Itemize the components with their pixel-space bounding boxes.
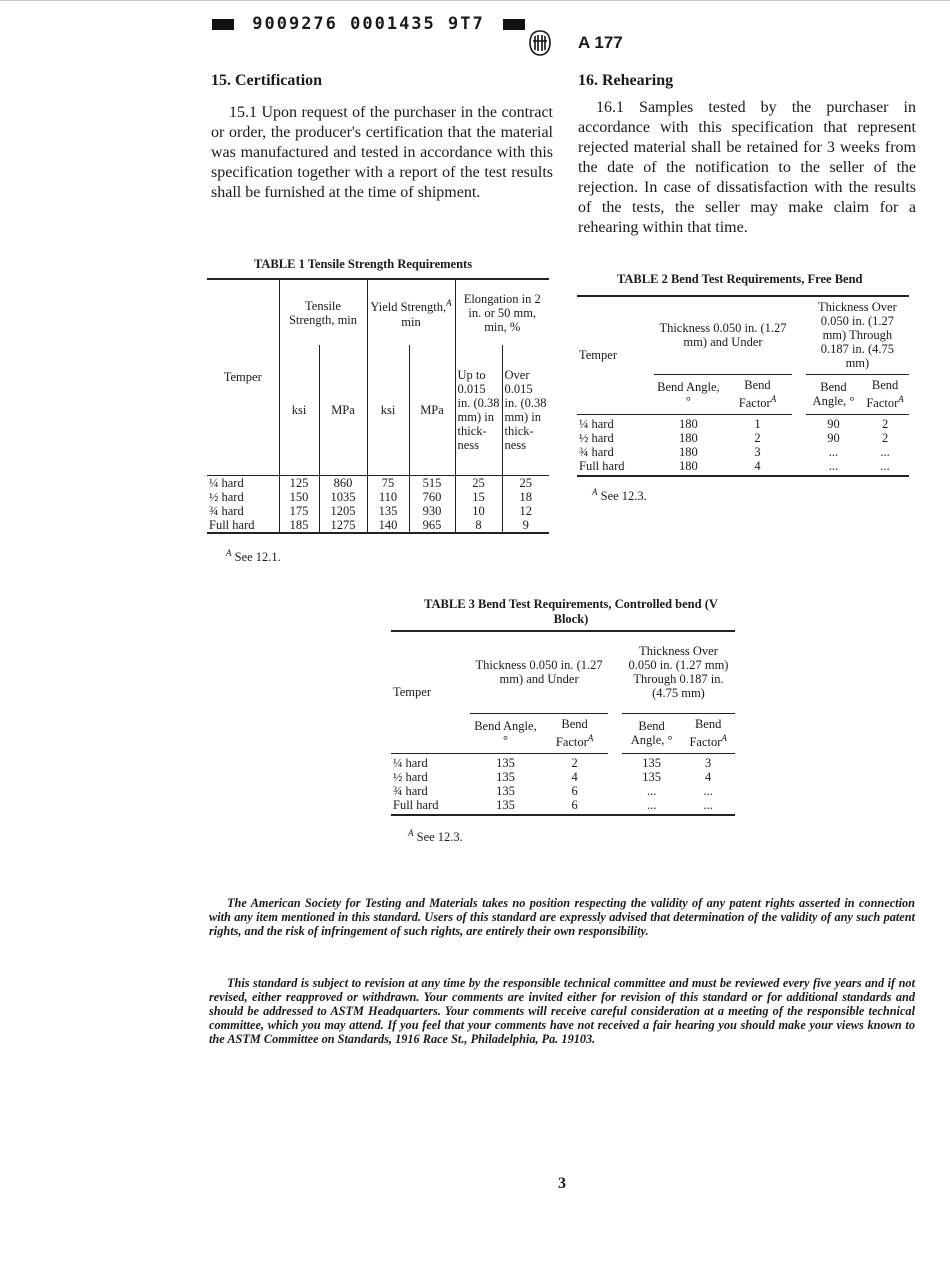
table-1-sub-elong-over: Over 0.015 in. (0.38 mm) in thick-ness xyxy=(502,345,549,475)
cell: Full hard xyxy=(391,798,470,815)
barcode-text: 9009276 0001435 9T7 xyxy=(252,14,485,34)
table-3-gap xyxy=(608,631,622,713)
table-2-header-group1: Thickness 0.050 in. (1.27 mm) and Under xyxy=(654,296,792,374)
table-2-sub-factor1 xyxy=(723,374,792,414)
table-2-sub-angle2: Bend Angle, ° xyxy=(806,374,861,414)
table-2-gap xyxy=(792,296,806,374)
table-3-sub-factor1 xyxy=(541,713,608,753)
cell: ... xyxy=(646,783,657,798)
cell: 2 xyxy=(881,416,889,431)
table-2-sub-angle1: Bend Angle, ° xyxy=(654,374,723,414)
cell: ½ hard xyxy=(209,489,244,504)
cell: 135 xyxy=(496,755,515,770)
table-1-tensile-strength xyxy=(207,278,549,534)
table-1-sub-yield-mpa: MPa xyxy=(409,345,455,475)
cell: 1205 xyxy=(319,504,367,518)
table-row xyxy=(391,784,735,798)
table-1-sub-tensile-mpa: MPa xyxy=(319,345,367,475)
cell: 25 xyxy=(502,475,549,490)
cell: 180 xyxy=(679,416,698,431)
table-2-factor2-mark: A xyxy=(898,393,904,404)
page-top-rule xyxy=(0,0,950,1)
cell: ... xyxy=(880,444,890,459)
cell: 4 xyxy=(723,459,792,476)
cell xyxy=(608,770,622,784)
table-2-gap xyxy=(792,374,806,414)
table-3-header-group2: Thickness Over 0.050 in. (1.27 mm) Through 0.187 in. (4.75 mm) xyxy=(622,631,735,713)
table-row xyxy=(207,518,549,533)
table-2-caption: TABLE 2 Bend Test Requirements, Free Bend xyxy=(617,272,863,286)
cell: 125 xyxy=(279,475,319,490)
cell: ... xyxy=(703,783,713,798)
table-row xyxy=(207,504,549,518)
table-row xyxy=(391,753,735,770)
cell: 135 xyxy=(496,769,515,784)
table-row xyxy=(577,459,909,476)
table-3-footnote xyxy=(408,828,463,845)
table-3-gap xyxy=(608,713,622,753)
table-2-footnote-text: See 12.3. xyxy=(597,489,647,504)
cell: 4 xyxy=(705,769,712,784)
cell: ... xyxy=(681,798,735,815)
cell: 9 xyxy=(502,518,549,533)
table-row xyxy=(391,798,735,815)
cell: 6 xyxy=(571,783,578,798)
cell: 175 xyxy=(279,504,319,518)
cell: 1275 xyxy=(319,518,367,533)
table-3-factor1-mark: A xyxy=(587,732,594,743)
table-1-footnote xyxy=(226,548,281,565)
table-1-footnote-text: See 12.1. xyxy=(231,550,281,565)
table-2-factor1-label: Bend Factor xyxy=(738,377,771,411)
cell: 930 xyxy=(409,504,455,518)
cell: 25 xyxy=(455,475,502,490)
barcode-line xyxy=(206,14,531,34)
cell xyxy=(792,414,806,431)
table-row xyxy=(207,490,549,504)
table-3-sub-angle2: Bend Angle, ° xyxy=(622,713,681,753)
barcode-block-right xyxy=(503,19,525,30)
cell: 15 xyxy=(455,490,502,504)
cell: 2 xyxy=(571,755,578,770)
table-1-yield-label: Yield Strength, xyxy=(370,300,447,315)
cell: 1035 xyxy=(319,490,367,504)
astm-logo-icon xyxy=(528,30,552,56)
cell: 12 xyxy=(502,504,549,518)
table-1-header-temper: Temper xyxy=(207,279,279,475)
cell xyxy=(608,798,622,815)
cell: 140 xyxy=(367,518,409,533)
table-3-footnote-mark: A xyxy=(408,828,414,838)
cell: 110 xyxy=(367,490,409,504)
cell: 90 xyxy=(827,416,840,431)
table-1-footnote-mark: A xyxy=(226,548,232,558)
table-2-sub-factor2 xyxy=(861,374,909,414)
cell xyxy=(608,753,622,770)
cell: 135 xyxy=(496,783,515,798)
cell: 75 xyxy=(367,475,409,490)
table-3-header-temper: Temper xyxy=(391,631,470,753)
cell: Full hard xyxy=(577,459,654,476)
cell: 2 xyxy=(754,430,761,445)
table-3-header-group1: Thickness 0.050 in. (1.27 mm) and Under xyxy=(470,631,608,713)
section-16-paragraph: 16.1 Samples tested by the purchaser in accordance with this specification that represent rejected material shall be retained for 3 weeks from the date of the notification to the seller of the rejection. In case of dissatisfaction with the results of the tests, the seller may make claim for a rehearing within that time. xyxy=(578,99,916,236)
table-3-factor2-label: Bend Factor xyxy=(689,716,722,750)
table-3-factor2-mark: A xyxy=(721,732,727,743)
cell: 8 xyxy=(455,518,502,533)
cell: 18 xyxy=(502,490,549,504)
table-3-footnote-text: See 12.3. xyxy=(413,830,463,845)
table-3-sub-factor2 xyxy=(681,713,735,753)
table-1-header-tensile: Tensile Strength, min xyxy=(279,279,367,345)
table-1-caption: TABLE 1 Tensile Strength Requirements xyxy=(254,257,473,271)
cell: 150 xyxy=(279,490,319,504)
table-row xyxy=(577,445,909,459)
table-3-factor1-label: Bend Factor xyxy=(555,716,588,750)
table-2-factor2-label: Bend Factor xyxy=(866,377,899,411)
cell: 760 xyxy=(409,490,455,504)
barcode-block-left xyxy=(212,19,234,30)
table-2-header-temper: Temper xyxy=(577,296,654,414)
table-1-sub-yield-ksi: ksi xyxy=(367,345,409,475)
cell: Full hard xyxy=(207,518,279,533)
cell: ¼ hard xyxy=(209,475,244,490)
cell: ¼ hard xyxy=(393,755,428,770)
cell: ... xyxy=(806,459,861,476)
table-3-sub-angle1: Bend Angle, ° xyxy=(470,713,541,753)
revision-notice: This standard is subject to revision at any time by the responsible technical committee and must be reviewed every five years and if not revised, either reapproved or withdrawn. Your comments are invited either for revision of this standard or for additional standards and should be addressed to ASTM Headquarters. Your comments will receive careful consideration at a meeting of the responsible technical committee, which you may attend. If you feel that your comments have not received a fair hearing you should make your views known to the ASTM Committee on Standards, 1916 Race St., Philadelphia, Pa. 19103. xyxy=(209,976,915,1046)
cell: ¼ hard xyxy=(579,416,614,431)
cell: ½ hard xyxy=(393,769,428,784)
cell xyxy=(792,445,806,459)
cell: ¾ hard xyxy=(209,503,244,518)
cell: ½ hard xyxy=(579,430,614,445)
cell: 135 xyxy=(470,798,541,815)
cell: 1 xyxy=(754,416,761,431)
cell: 135 xyxy=(367,504,409,518)
page-number: 3 xyxy=(558,1175,566,1192)
cell: 3 xyxy=(754,444,761,459)
section-16-heading: 16. Rehearing xyxy=(578,72,674,89)
cell: 135 xyxy=(642,755,661,770)
cell: ... xyxy=(622,798,681,815)
cell: 185 xyxy=(279,518,319,533)
table-1-sub-tensile-ksi: ksi xyxy=(279,345,319,475)
cell xyxy=(792,431,806,445)
table-1-yield-min: min xyxy=(401,314,421,329)
table-1-header-elongation: Elongation in 2 in. or 50 mm, min, % xyxy=(455,279,549,345)
table-1-header-yield xyxy=(367,279,455,345)
cell xyxy=(792,459,806,476)
cell: 965 xyxy=(409,518,455,533)
table-2-free-bend xyxy=(577,295,909,477)
cell: 90 xyxy=(827,430,840,445)
table-3-controlled-bend xyxy=(391,630,735,816)
table-row xyxy=(577,414,909,431)
cell: 3 xyxy=(705,755,712,770)
cell: 135 xyxy=(642,769,661,784)
section-15-heading: 15. Certification xyxy=(211,72,323,89)
cell: 860 xyxy=(319,475,367,490)
cell: 180 xyxy=(679,444,698,459)
table-row xyxy=(577,431,909,445)
table-2-footnote xyxy=(592,487,647,504)
table-2-factor1-mark: A xyxy=(770,393,777,404)
cell: 180 xyxy=(654,459,723,476)
table-row xyxy=(391,770,735,784)
table-2-header-group2: Thickness Over 0.050 in. (1.27 mm) Through 0.187 in. (4.75 mm) xyxy=(806,296,909,374)
cell: 6 xyxy=(541,798,608,815)
cell: 10 xyxy=(455,504,502,518)
cell: ¾ hard xyxy=(579,444,614,459)
table-row xyxy=(207,475,549,490)
table-2-footnote-mark: A xyxy=(592,487,598,497)
standard-number: A 177 xyxy=(578,33,623,52)
table-3-caption: TABLE 3 Bend Test Requirements, Controlled bend (V Block) xyxy=(424,597,718,626)
cell: ¾ hard xyxy=(393,783,428,798)
section-15-paragraph: 15.1 Upon request of the purchaser in the contract or order, the producer's certification that the material was manufactured and tested in accordance with this specification together with a report of the test results shall be furnished at the time of shipment. xyxy=(211,104,553,201)
patent-notice: The American Society for Testing and Materials takes no position respecting the validity of any patent rights asserted in connection with any item mentioned in this standard. Users of this standard are expressly advised that determination of the validity of any such patent rights, and the risk of infringement of such rights, are entirely their own responsibility. xyxy=(209,896,915,938)
cell: 180 xyxy=(679,430,698,445)
cell: 4 xyxy=(571,769,578,784)
cell: 515 xyxy=(409,475,455,490)
cell: ... xyxy=(828,444,839,459)
table-1-yield-footnote-mark: A xyxy=(446,298,452,309)
cell: ... xyxy=(861,459,909,476)
cell: 2 xyxy=(881,430,889,445)
table-1-sub-elong-upto: Up to 0.015 in. (0.38 mm) in thick-ness xyxy=(455,345,502,475)
cell xyxy=(608,784,622,798)
